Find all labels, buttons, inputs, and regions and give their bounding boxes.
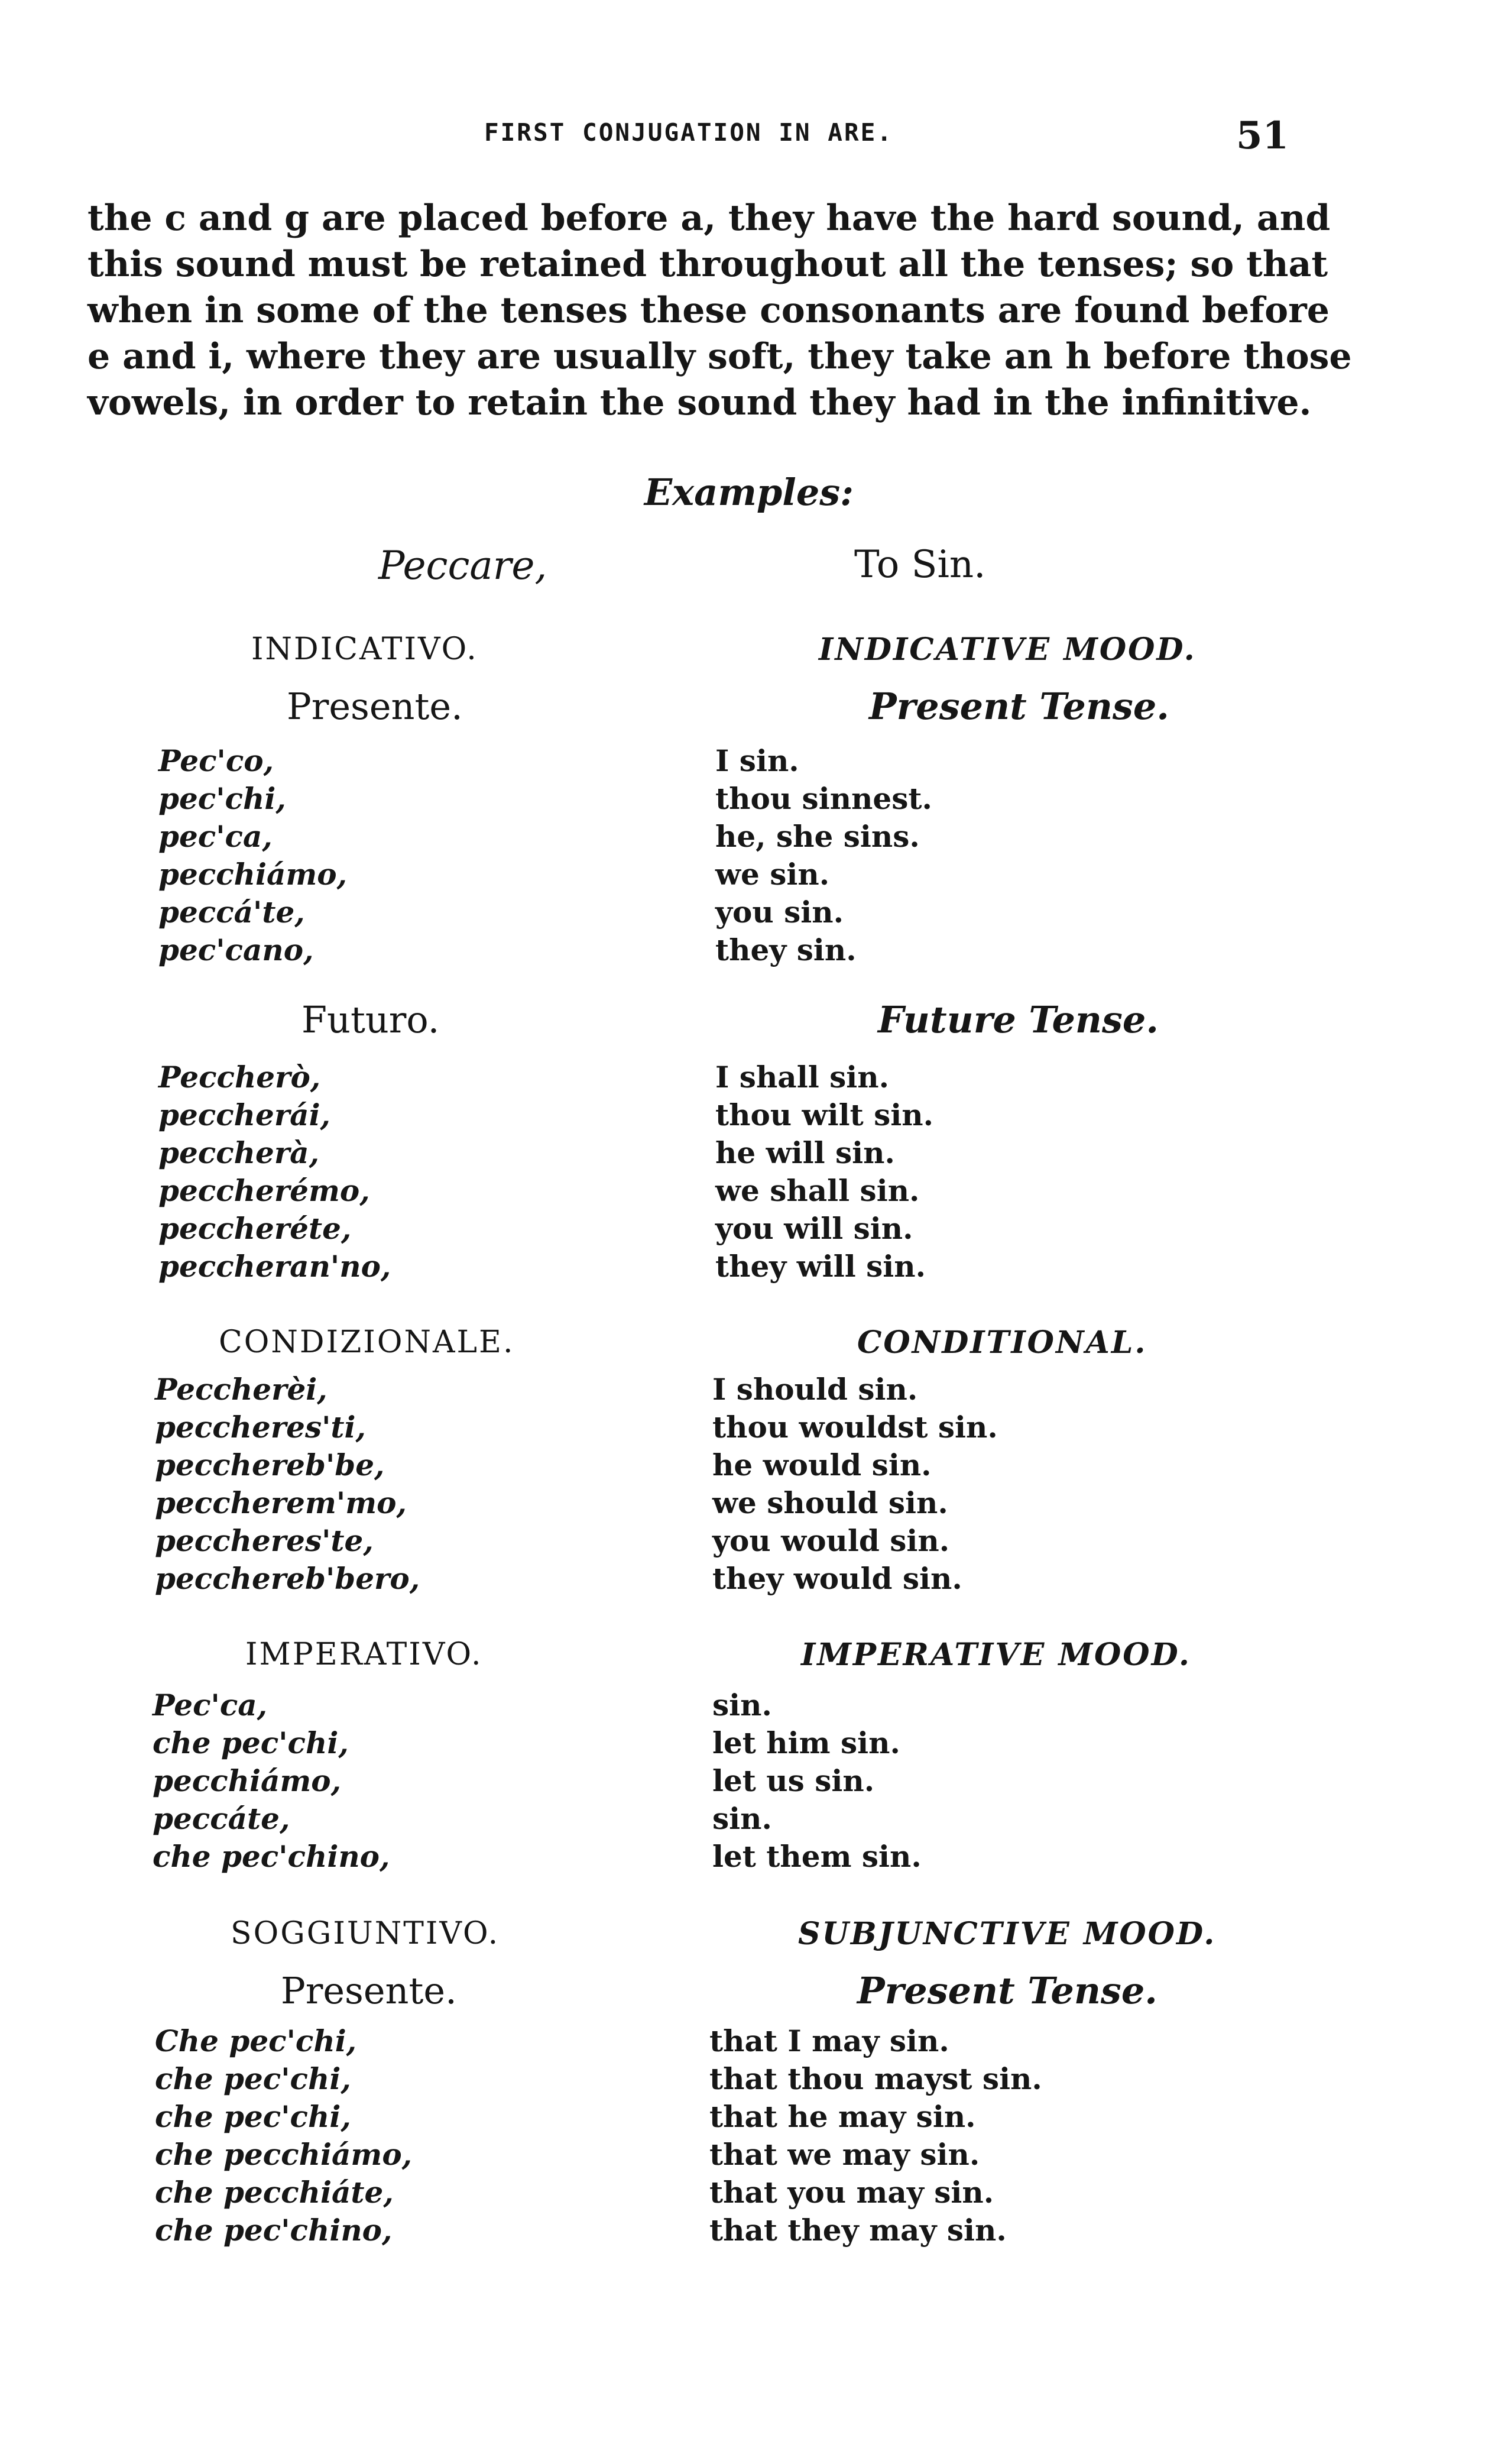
conjugation-form: che pec'chi, xyxy=(155,2099,351,2134)
conjugation-form: pecchiámo, xyxy=(158,857,348,892)
imperative-italian-title: IMPERATIVO. xyxy=(245,1637,483,1672)
translation: sin. xyxy=(712,1801,772,1836)
conjugation-form: Che pec'chi, xyxy=(155,2023,357,2058)
verb-english: To Sin. xyxy=(854,543,986,587)
conjugation-form: che pecchiáte, xyxy=(155,2175,394,2210)
translation: they would sin. xyxy=(712,1561,962,1596)
translation: thou wouldst sin. xyxy=(712,1410,998,1445)
conditional-italian xyxy=(155,1371,420,1598)
translation: let them sin. xyxy=(712,1839,922,1874)
present-italian-title: Presente. xyxy=(287,685,463,728)
future-italian-title: Futuro. xyxy=(301,998,440,1041)
conjugation-form: peccheres'ti, xyxy=(155,1410,366,1445)
present-english-title: Present Tense. xyxy=(869,685,1169,728)
conjugation-form: pec'ca, xyxy=(158,819,273,854)
translation: we should sin. xyxy=(712,1485,948,1520)
subjunctive-present-italian-title: Presente. xyxy=(281,1969,457,2012)
conditional-english xyxy=(712,1371,998,1598)
intro-line: the c and g are placed before a, they have the hard sound, and xyxy=(87,197,1331,239)
conditional-english-title: CONDITIONAL. xyxy=(857,1325,1147,1361)
conjugation-form: peccherеb'bero, xyxy=(155,1561,420,1596)
indicative-present-italian xyxy=(158,742,347,969)
indicative-future-english xyxy=(715,1058,933,1286)
translation: they will sin. xyxy=(715,1249,926,1284)
translation: he will sin. xyxy=(715,1135,895,1170)
conjugation-form: che pec'chi, xyxy=(153,1725,349,1760)
conjugation-form: peccherémo, xyxy=(158,1173,370,1208)
translation: sin. xyxy=(712,1688,772,1722)
indicative-italian-title: INDICATIVO. xyxy=(251,632,478,667)
intro-line: this sound must be retained throughout all the tenses; so that xyxy=(87,244,1328,285)
conjugation-form: peccáte, xyxy=(153,1801,290,1836)
translation: you will sin. xyxy=(715,1211,913,1246)
translation: he, she sins. xyxy=(715,819,920,854)
translation: let him sin. xyxy=(712,1725,900,1760)
translation: thou sinnest. xyxy=(715,781,932,816)
conjugation-form: Pec'co, xyxy=(158,743,274,778)
running-title: FIRST CONJUGATION IN ARE. xyxy=(484,118,894,147)
imperative-italian xyxy=(153,1686,390,1876)
conjugation-form: peccherеb'be, xyxy=(155,1448,385,1482)
intro-line: vowels, in order to retain the sound they had in the infinitive. xyxy=(87,382,1312,423)
translation: they sin. xyxy=(715,933,857,967)
translation: I sin. xyxy=(715,743,799,778)
conjugation-form: Peccherèi, xyxy=(155,1372,328,1407)
subjunctive-present-english xyxy=(709,2022,1042,2249)
examples-heading: Examples: xyxy=(644,471,854,514)
translation: that thou mayst sin. xyxy=(709,2061,1042,2096)
conjugation-form: pec'chi, xyxy=(158,781,286,816)
conjugation-form: che pec'chi, xyxy=(155,2061,351,2096)
subjunctive-italian-title: SOGGIUNTIVO. xyxy=(231,1916,500,1951)
indicative-present-english xyxy=(715,742,932,969)
conjugation-form: peccá'te, xyxy=(158,895,305,930)
translation: that they may sin. xyxy=(709,2213,1007,2248)
conjugation-form: che pecchiámo, xyxy=(155,2137,413,2172)
future-english-title: Future Tense. xyxy=(878,998,1159,1041)
conjugation-form: peccherái, xyxy=(158,1097,330,1132)
conjugation-form: peccheran'no, xyxy=(158,1249,391,1284)
translation: that we may sin. xyxy=(709,2137,980,2172)
translation: we shall sin. xyxy=(715,1173,920,1208)
conjugation-form: che pec'chino, xyxy=(155,2213,393,2248)
subjunctive-english-title: SUBJUNCTIVE MOOD. xyxy=(798,1916,1217,1952)
conjugation-form: Pec'ca, xyxy=(153,1688,268,1722)
intro-paragraph xyxy=(87,195,1352,426)
conjugation-form: peccheres'te, xyxy=(155,1523,374,1558)
verb-italian: Peccare, xyxy=(378,543,547,588)
intro-line: when in some of the tenses these consonants are found before xyxy=(87,290,1330,331)
translation: I shall sin. xyxy=(715,1060,889,1095)
indicative-future-italian xyxy=(158,1058,391,1286)
conjugation-form: Peccherò, xyxy=(158,1060,321,1095)
conjugation-form: pecchiámo, xyxy=(153,1763,342,1798)
conjugation-form: peccherà, xyxy=(158,1135,319,1170)
running-head xyxy=(89,114,1289,167)
subjunctive-present-italian xyxy=(155,2022,412,2249)
imperative-english-title: IMPERATIVE MOOD. xyxy=(801,1637,1191,1673)
conjugation-form: che pec'chino, xyxy=(153,1839,390,1874)
translation: you sin. xyxy=(715,895,844,930)
conditional-italian-title: CONDIZIONALE. xyxy=(219,1325,515,1360)
subjunctive-present-english-title: Present Tense. xyxy=(857,1969,1157,2012)
indicative-english-title: INDICATIVE MOOD. xyxy=(819,632,1197,668)
imperative-english xyxy=(712,1686,922,1876)
conjugation-form: pec'cano, xyxy=(158,933,314,967)
translation: I should sin. xyxy=(712,1372,918,1407)
translation: that I may sin. xyxy=(709,2023,949,2058)
translation: thou wilt sin. xyxy=(715,1097,933,1132)
translation: you would sin. xyxy=(712,1523,950,1558)
intro-line: e and i, where they are usually soft, they take an h before those xyxy=(87,336,1352,377)
translation: he would sin. xyxy=(712,1448,932,1482)
translation: let us sin. xyxy=(712,1763,875,1798)
translation: we sin. xyxy=(715,857,830,892)
translation: that he may sin. xyxy=(709,2099,976,2134)
conjugation-form: peccherem'mo, xyxy=(155,1485,407,1520)
page-number: 51 xyxy=(1236,114,1289,158)
translation: that you may sin. xyxy=(709,2175,994,2210)
conjugation-form: peccheréte, xyxy=(158,1211,352,1246)
